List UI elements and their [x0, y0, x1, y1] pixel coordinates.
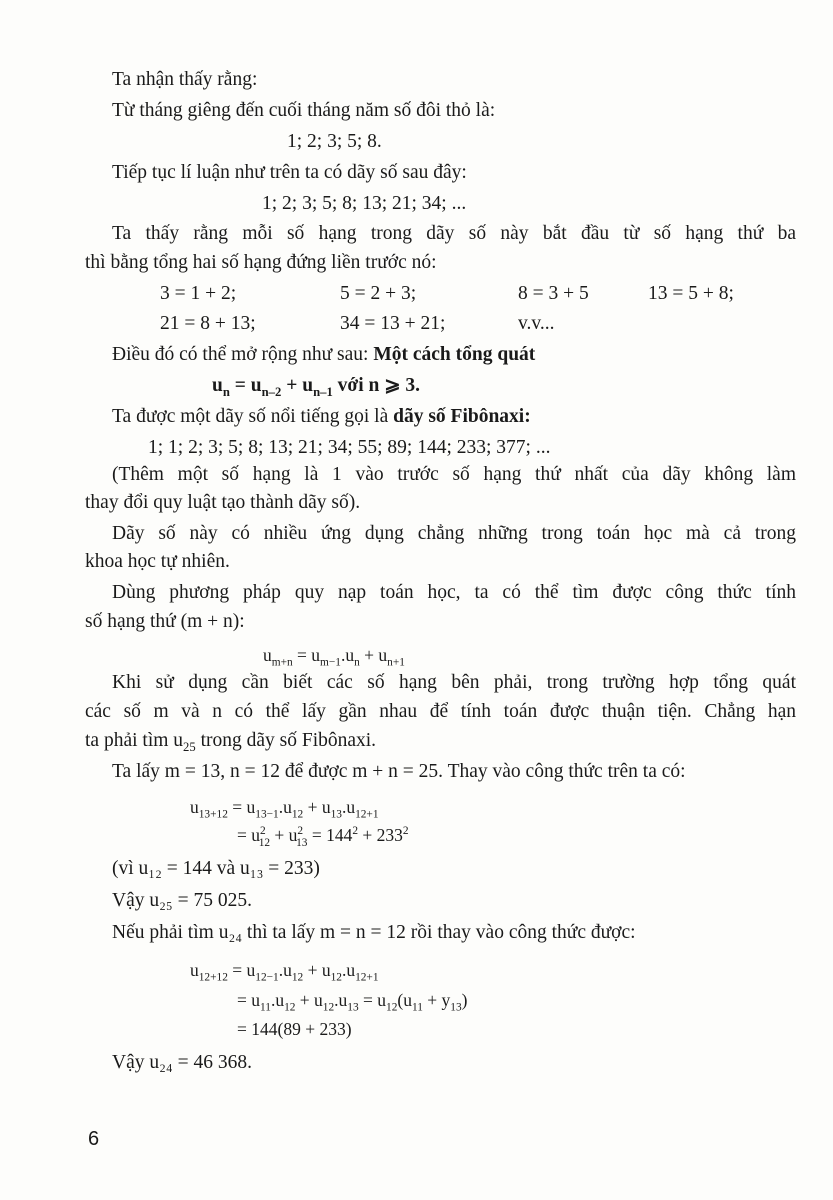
para-applications-1: Dãy số này có nhiều ứng dụng chẳng những trong toán học mà cả trong: [112, 523, 796, 544]
para-fibonacci-bold: dãy số Fibônaxi:: [393, 406, 531, 427]
equation: 34 = 13 + 21;: [340, 313, 446, 334]
equals-sign: =: [229, 375, 251, 396]
para-usage-3: [85, 729, 376, 753]
fibonacci-sequence: 1; 1; 2; 3; 5; 8; 13; 21; 34; 55; 89; 144; 233; 377; ...: [148, 437, 551, 458]
para-generalize: [112, 343, 535, 367]
u-symbol: u: [250, 375, 262, 396]
text: trong dãy số Fibônaxi.: [195, 730, 377, 751]
para-example: Ta lấy m = 13, n = 12 để được m + n = 25. Thay vào công thức trên ta có:: [112, 761, 686, 782]
para-note-1: (Thêm một số hạng là 1 vào trước số hạng thứ nhất của dãy không làm: [112, 464, 796, 485]
formula-m-plus-n: $u_{m+n} = u_{m-1}.u_n + u_{n+1}$: [263, 645, 405, 669]
text: ta phải tìm u: [85, 730, 184, 751]
para-rule-1: Ta thấy rằng mỗi số hạng trong dãy số này bắt đầu từ số hạng thứ ba: [112, 223, 796, 244]
para-generalize-text: Điều đó có thể mở rộng như sau:: [112, 344, 374, 365]
sequence-medium: 1; 2; 3; 5; 8; 13; 21; 34; ...: [262, 193, 467, 214]
calc-u25-line1: $u_{13+12} = u_{13-1}.u_{12} + u_{13}.u_{12+1}$: [190, 797, 379, 821]
equation: 3 = 1 + 2;: [160, 283, 237, 304]
subscript: n–2: [261, 384, 282, 399]
para-rabbit-pairs: Từ tháng giêng đến cuối tháng năm số đôi thỏ là:: [112, 100, 496, 121]
subscript: 25: [183, 739, 196, 754]
para-generalize-bold: Một cách tổng quát: [373, 344, 536, 365]
para-induction-2: số hạng thứ (m + n):: [85, 611, 245, 632]
para-fibonacci: [112, 405, 531, 429]
equation: 21 = 8 + 13;: [160, 313, 256, 334]
para-rule-2: thì bằng tổng hai số hạng đứng liền trước nó:: [85, 252, 437, 273]
equation: 8 = 3 + 5: [518, 283, 589, 304]
para-values: (vì u₁₂ = 144 và u₁₃ = 233): [112, 858, 320, 879]
calc-u25-line2: = $u^2_{12} + u^2_{13} = 144^2 + 233^2$: [237, 825, 409, 849]
para-u24: Nếu phải tìm u₂₄ thì ta lấy m = n = 12 rồi thay vào công thức được:: [112, 922, 636, 943]
page-number: 6: [88, 1128, 100, 1150]
result-u25: Vậy u₂₅ = 75 025.: [112, 890, 252, 911]
equation: 13 = 5 + 8;: [648, 283, 734, 304]
para-usage-2: các số m và n có thể lấy gần nhau để tính toán được thuận tiện. Chẳng hạn: [85, 701, 796, 722]
u-symbol: u: [212, 375, 223, 396]
para-intro: Ta nhận thấy rằng:: [112, 69, 258, 90]
equation: v.v...: [518, 313, 555, 334]
calc-u24-line1: $u_{12+12} = u_{12-1}.u_{12} + u_{12}.u_{12+1}$: [190, 960, 379, 984]
subscript: n: [222, 384, 230, 399]
equation: 5 = 2 + 3;: [340, 283, 417, 304]
para-induction-1: Dùng phương pháp quy nạp toán học, ta có thể tìm được công thức tính: [112, 582, 796, 603]
para-applications-2: khoa học tự nhiên.: [85, 551, 230, 572]
result-u24: Vậy u₂₄ = 46 368.: [112, 1052, 252, 1073]
calc-u24-line3: = 144(89 + 233): [237, 1019, 352, 1039]
general-recurrence: [212, 374, 420, 398]
sequence-short: 1; 2; 3; 5; 8.: [287, 131, 382, 152]
para-note-2: thay đổi quy luật tạo thành dãy số).: [85, 492, 361, 513]
calc-u24-line2: = $u_{11}.u_{12} + u_{12}.u_{13} = u_{12}(u_{11} + y_{13})$: [237, 990, 468, 1014]
condition: với n ⩾ 3.: [332, 375, 421, 396]
u-symbol: u: [302, 375, 314, 396]
subscript: n–1: [313, 384, 333, 399]
plus-sign: +: [281, 375, 303, 396]
para-continue: Tiếp tục lí luận như trên ta có dãy số sau đây:: [112, 162, 467, 183]
para-usage-1: Khi sử dụng cần biết các số hạng bên phải, trong trường hợp tổng quát: [112, 672, 796, 693]
para-fibonacci-text: Ta được một dãy số nổi tiếng gọi là: [112, 406, 394, 427]
